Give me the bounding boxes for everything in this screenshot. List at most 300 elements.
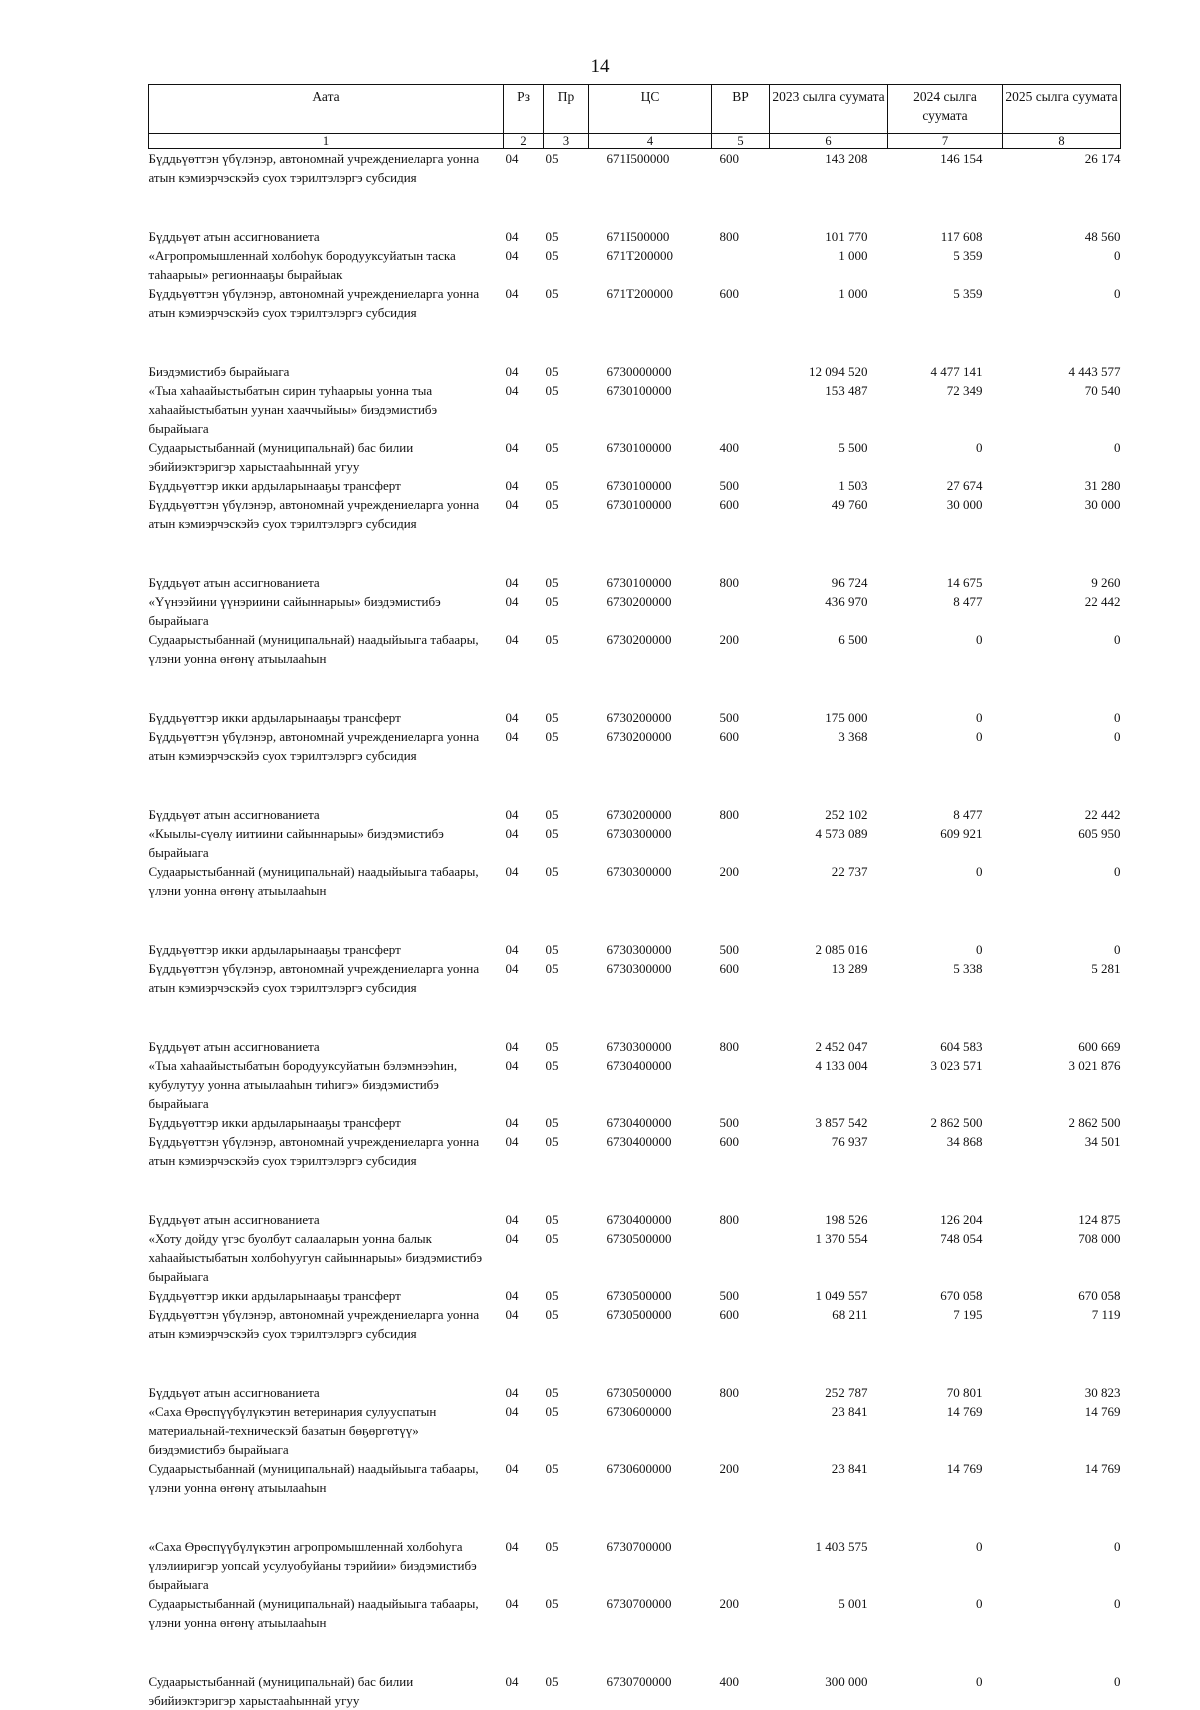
table-cell-pr: 05 [544, 1383, 589, 1402]
table-cell-2025: 0 [1003, 1537, 1121, 1594]
table-cell-cs: 671T200000 [589, 246, 712, 284]
table-cell-cs: 6730600000 [589, 1459, 712, 1497]
table-row [149, 1459, 1121, 1497]
table-cell-vr: 600 [712, 727, 770, 765]
table-cell-cs: 6730000000 [589, 362, 712, 381]
table-cell-rz: 04 [504, 1305, 544, 1343]
col-number: 7 [888, 134, 1003, 149]
row-spacer [149, 1343, 1121, 1383]
table-header [149, 85, 1121, 149]
row-spacer [149, 533, 1121, 573]
table-cell-2025: 30 823 [1003, 1383, 1121, 1402]
table-cell-vr [712, 362, 770, 381]
table-row [149, 1286, 1121, 1305]
budget-table-wrapper [148, 84, 1120, 1710]
table-cell-rz: 04 [504, 708, 544, 727]
table-cell-vr [712, 1402, 770, 1459]
table-cell-rz: 04 [504, 727, 544, 765]
table-cell-2023: 76 937 [770, 1132, 888, 1170]
table-cell-2023: 12 094 520 [770, 362, 888, 381]
table-cell-rz: 04 [504, 630, 544, 668]
col-number: 8 [1003, 134, 1121, 149]
table-cell-2024: 0 [888, 862, 1003, 900]
table-cell-2025: 30 000 [1003, 495, 1121, 533]
table-cell-cs: 6730500000 [589, 1286, 712, 1305]
table-cell-pr: 05 [544, 1305, 589, 1343]
table-cell-rz: 04 [504, 1402, 544, 1459]
table-cell-2025: 0 [1003, 1672, 1121, 1710]
table-row [149, 227, 1121, 246]
table-cell-2025: 4 443 577 [1003, 362, 1121, 381]
table-cell-cs: 6730100000 [589, 495, 712, 533]
table-row [149, 438, 1121, 476]
table-cell-rz: 04 [504, 284, 544, 322]
table-cell-2023: 1 000 [770, 284, 888, 322]
table-cell-2023: 143 208 [770, 149, 888, 188]
table-cell-2025: 605 950 [1003, 824, 1121, 862]
table-cell-2025: 2 862 500 [1003, 1113, 1121, 1132]
table-cell-name: Бүддьүөттэн үбүлэнэр, автономнай учреждениеларга уонна атын кэмиэрчэскэйэ суох тэрилтэлэргэ субсидия [149, 727, 504, 765]
header-rz: Рз [504, 85, 544, 134]
table-cell-2023: 101 770 [770, 227, 888, 246]
table-cell-cs: 6730200000 [589, 727, 712, 765]
table-cell-rz: 04 [504, 1459, 544, 1497]
table-cell-2023: 5 001 [770, 1594, 888, 1632]
table-cell-name: «Саха Өрөспүүбүлүкэтин ветеринария сулууспатын материальнай-техническэй базатын бөҕөргөтүү» биэдэмистибэ бырайыага [149, 1402, 504, 1459]
table-cell-vr: 800 [712, 1383, 770, 1402]
table-cell-cs: 6730600000 [589, 1402, 712, 1459]
table-cell-pr: 05 [544, 495, 589, 533]
table-row [149, 246, 1121, 284]
table-cell-2023: 23 841 [770, 1459, 888, 1497]
table-cell-2025: 7 119 [1003, 1305, 1121, 1343]
table-row [149, 708, 1121, 727]
table-cell-cs: 6730100000 [589, 573, 712, 592]
table-cell-rz: 04 [504, 1229, 544, 1286]
table-cell-2023: 4 573 089 [770, 824, 888, 862]
table-cell-name: Судаарыстыбаннай (муниципальнай) наадыйыыга табаары, үлэни уонна өҥөнү атыылааһын [149, 1459, 504, 1497]
table-cell-vr [712, 1056, 770, 1113]
table-row [149, 573, 1121, 592]
table-cell-2023: 3 368 [770, 727, 888, 765]
table-cell-cs: 6730200000 [589, 592, 712, 630]
table-cell-2025: 600 669 [1003, 1037, 1121, 1056]
table-row [149, 1383, 1121, 1402]
table-cell-cs: 6730400000 [589, 1210, 712, 1229]
table-cell-2024: 3 023 571 [888, 1056, 1003, 1113]
table-cell-2023: 2 452 047 [770, 1037, 888, 1056]
table-cell-pr: 05 [544, 476, 589, 495]
table-row [149, 1132, 1121, 1170]
table-cell-cs: 6730200000 [589, 630, 712, 668]
table-cell-vr: 200 [712, 630, 770, 668]
table-cell-pr: 05 [544, 805, 589, 824]
table-cell-pr: 05 [544, 862, 589, 900]
table-cell-name: Бүддьүөттэн үбүлэнэр, автономнай учреждениеларга уонна атын кэмиэрчэскэйэ суох тэрилтэлэргэ субсидия [149, 1305, 504, 1343]
table-cell-vr: 600 [712, 959, 770, 997]
table-cell-vr [712, 246, 770, 284]
table-cell-cs: 671I500000 [589, 227, 712, 246]
table-cell-cs: 6730200000 [589, 708, 712, 727]
table-cell-2024: 0 [888, 1537, 1003, 1594]
row-spacer [149, 900, 1121, 940]
table-row [149, 1113, 1121, 1132]
table-row [149, 1305, 1121, 1343]
table-cell-2024: 748 054 [888, 1229, 1003, 1286]
table-cell-cs: 6730400000 [589, 1113, 712, 1132]
table-cell-2024: 14 769 [888, 1402, 1003, 1459]
table-cell-cs: 6730700000 [589, 1594, 712, 1632]
table-row [149, 1229, 1121, 1286]
col-number: 3 [544, 134, 589, 149]
table-row [149, 959, 1121, 997]
table-cell-name: «Агропромышленнай холбоһук бородууксуйатын таска таһаарыы» регионнааҕы бырайыак [149, 246, 504, 284]
table-cell-name: «Кыылы-сүөлү иитиини сайыннарыы» биэдэмистибэ бырайыага [149, 824, 504, 862]
table-cell-pr: 05 [544, 1537, 589, 1594]
table-cell-vr: 800 [712, 1037, 770, 1056]
page-number: 14 [580, 56, 620, 78]
table-cell-name: Бүддьүөт атын ассигнованиета [149, 573, 504, 592]
col-number: 5 [712, 134, 770, 149]
table-cell-2023: 436 970 [770, 592, 888, 630]
table-row [149, 476, 1121, 495]
table-cell-name: Бүддьүөт атын ассигнованиета [149, 227, 504, 246]
table-cell-2024: 0 [888, 438, 1003, 476]
table-cell-pr: 05 [544, 1113, 589, 1132]
table-cell-rz: 04 [504, 1113, 544, 1132]
table-cell-pr: 05 [544, 824, 589, 862]
table-cell-pr: 05 [544, 381, 589, 438]
table-cell-rz: 04 [504, 1383, 544, 1402]
table-cell-name: Судаарыстыбаннай (муниципальнай) наадыйыыга табаары, үлэни уонна өҥөнү атыылааһын [149, 630, 504, 668]
row-spacer [149, 1632, 1121, 1672]
table-cell-2023: 198 526 [770, 1210, 888, 1229]
table-cell-2023: 6 500 [770, 630, 888, 668]
table-cell-2025: 0 [1003, 284, 1121, 322]
table-cell-2025: 124 875 [1003, 1210, 1121, 1229]
table-cell-pr: 05 [544, 284, 589, 322]
table-cell-2024: 8 477 [888, 592, 1003, 630]
table-cell-cs: 671I500000 [589, 149, 712, 188]
table-cell-2024: 5 338 [888, 959, 1003, 997]
table-cell-vr [712, 824, 770, 862]
table-cell-pr: 05 [544, 592, 589, 630]
table-cell-pr: 05 [544, 149, 589, 188]
table-cell-cs: 6730400000 [589, 1132, 712, 1170]
table-cell-2024: 5 359 [888, 246, 1003, 284]
table-cell-2024: 670 058 [888, 1286, 1003, 1305]
table-cell-2025: 3 021 876 [1003, 1056, 1121, 1113]
table-cell-pr: 05 [544, 573, 589, 592]
table-row [149, 1672, 1121, 1710]
table-row [149, 1037, 1121, 1056]
table-cell-rz: 04 [504, 1210, 544, 1229]
table-cell-2024: 70 801 [888, 1383, 1003, 1402]
table-cell-vr: 500 [712, 708, 770, 727]
table-cell-name: Судаарыстыбаннай (муниципальнай) наадыйыыга табаары, үлэни уонна өҥөнү атыылааһын [149, 1594, 504, 1632]
table-cell-name: Судаарыстыбаннай (муниципальнай) бас билии эбийиэктэригэр харыстааһыннай угуу [149, 1672, 504, 1710]
table-cell-vr: 600 [712, 149, 770, 188]
table-cell-rz: 04 [504, 959, 544, 997]
table-cell-2025: 22 442 [1003, 592, 1121, 630]
table-row [149, 824, 1121, 862]
table-cell-2024: 0 [888, 708, 1003, 727]
table-cell-rz: 04 [504, 1037, 544, 1056]
table-cell-cs: 6730300000 [589, 940, 712, 959]
table-cell-vr: 200 [712, 862, 770, 900]
table-cell-2023: 49 760 [770, 495, 888, 533]
table-cell-pr: 05 [544, 708, 589, 727]
table-cell-2023: 1 370 554 [770, 1229, 888, 1286]
table-cell-pr: 05 [544, 1229, 589, 1286]
col-number: 4 [589, 134, 712, 149]
table-cell-2024: 146 154 [888, 149, 1003, 188]
table-cell-2025: 48 560 [1003, 227, 1121, 246]
table-cell-pr: 05 [544, 1672, 589, 1710]
header-pr: Пр [544, 85, 589, 134]
table-cell-cs: 6730700000 [589, 1672, 712, 1710]
col-number: 1 [149, 134, 504, 149]
table-cell-rz: 04 [504, 1537, 544, 1594]
table-cell-name: «Тыа хаһаайыстыбатын бородууксуйатын бэлэмнээһин, кубулутуу уонна атыылааһын тиһигэ» биэдэмистибэ бырайыага [149, 1056, 504, 1113]
table-row [149, 862, 1121, 900]
col-number: 6 [770, 134, 888, 149]
table-cell-vr: 400 [712, 1672, 770, 1710]
table-cell-rz: 04 [504, 1056, 544, 1113]
table-cell-pr: 05 [544, 362, 589, 381]
table-cell-rz: 04 [504, 227, 544, 246]
table-cell-name: Судаарыстыбаннай (муниципальнай) бас билии эбийиэктэригэр харыстааһыннай угуу [149, 438, 504, 476]
table-row [149, 630, 1121, 668]
table-row [149, 940, 1121, 959]
table-cell-name: Бүддьүөт атын ассигнованиета [149, 805, 504, 824]
table-cell-vr: 400 [712, 438, 770, 476]
table-cell-2023: 68 211 [770, 1305, 888, 1343]
header-2023: 2023 сылга суумата [770, 85, 888, 134]
table-cell-name: «Хоту дойду үгэс буолбут салааларын уонна балык хаһаайыстыбатын холбоһуугун сайыннарыы» биэдэмистибэ бырайыага [149, 1229, 504, 1286]
table-cell-rz: 04 [504, 862, 544, 900]
table-cell-rz: 04 [504, 1132, 544, 1170]
table-cell-pr: 05 [544, 940, 589, 959]
table-cell-vr: 600 [712, 495, 770, 533]
table-cell-rz: 04 [504, 592, 544, 630]
table-cell-2023: 1 049 557 [770, 1286, 888, 1305]
table-cell-vr: 500 [712, 1113, 770, 1132]
table-cell-2023: 22 737 [770, 862, 888, 900]
table-cell-pr: 05 [544, 1056, 589, 1113]
table-cell-cs: 6730500000 [589, 1305, 712, 1343]
table-cell-2023: 252 102 [770, 805, 888, 824]
table-cell-name: Бүддьүөттэн үбүлэнэр, автономнай учреждениеларга уонна атын кэмиэрчэскэйэ суох тэрилтэлэргэ субсидия [149, 959, 504, 997]
table-cell-vr [712, 381, 770, 438]
table-cell-vr: 800 [712, 573, 770, 592]
table-cell-name: Бүддьүөттэн үбүлэнэр, автономнай учреждениеларга уонна атын кэмиэрчэскэйэ суох тэрилтэлэргэ субсидия [149, 495, 504, 533]
table-cell-2024: 14 769 [888, 1459, 1003, 1497]
table-cell-2023: 153 487 [770, 381, 888, 438]
table-cell-name: Бүддьүөт атын ассигнованиета [149, 1037, 504, 1056]
row-spacer [149, 1170, 1121, 1210]
table-row [149, 592, 1121, 630]
table-row [149, 1402, 1121, 1459]
table-cell-2025: 14 769 [1003, 1459, 1121, 1497]
table-cell-2025: 0 [1003, 727, 1121, 765]
table-cell-2023: 23 841 [770, 1402, 888, 1459]
table-cell-2025: 0 [1003, 862, 1121, 900]
table-cell-rz: 04 [504, 381, 544, 438]
row-spacer [149, 765, 1121, 805]
table-cell-2024: 27 674 [888, 476, 1003, 495]
table-cell-name: «Тыа хаһаайыстыбатын сирин туһаарыы уонна тыа хаһаайыстыбатын уунан хааччыйыы» биэдэмистибэ бырайыага [149, 381, 504, 438]
table-cell-pr: 05 [544, 1286, 589, 1305]
table-cell-pr: 05 [544, 630, 589, 668]
table-cell-2023: 96 724 [770, 573, 888, 592]
table-cell-rz: 04 [504, 940, 544, 959]
table-cell-cs: 6730300000 [589, 1037, 712, 1056]
table-row [149, 362, 1121, 381]
table-cell-name: Судаарыстыбаннай (муниципальнай) наадыйыыга табаары, үлэни уонна өҥөнү атыылааһын [149, 862, 504, 900]
row-spacer [149, 187, 1121, 227]
header-2024: 2024 сылга суумата [888, 85, 1003, 134]
table-cell-vr: 500 [712, 940, 770, 959]
header-2025: 2025 сылга суумата [1003, 85, 1121, 134]
table-cell-2024: 2 862 500 [888, 1113, 1003, 1132]
table-row [149, 1594, 1121, 1632]
table-cell-vr: 200 [712, 1459, 770, 1497]
table-cell-cs: 6730400000 [589, 1056, 712, 1113]
table-cell-rz: 04 [504, 1672, 544, 1710]
table-cell-2024: 126 204 [888, 1210, 1003, 1229]
table-cell-2023: 4 133 004 [770, 1056, 888, 1113]
table-cell-pr: 05 [544, 1037, 589, 1056]
table-cell-2025: 9 260 [1003, 573, 1121, 592]
table-cell-cs: 6730100000 [589, 438, 712, 476]
table-row [149, 1056, 1121, 1113]
table-cell-2025: 22 442 [1003, 805, 1121, 824]
table-cell-rz: 04 [504, 362, 544, 381]
table-cell-rz: 04 [504, 824, 544, 862]
table-cell-name: Бүддьүөт атын ассигнованиета [149, 1383, 504, 1402]
table-cell-2025: 31 280 [1003, 476, 1121, 495]
table-cell-2024: 7 195 [888, 1305, 1003, 1343]
table-cell-2025: 14 769 [1003, 1402, 1121, 1459]
header-name: Аата [149, 85, 504, 134]
table-cell-2024: 0 [888, 1594, 1003, 1632]
table-cell-vr [712, 1537, 770, 1594]
table-cell-2025: 70 540 [1003, 381, 1121, 438]
table-cell-name: Бүддьүөт атын ассигнованиета [149, 1210, 504, 1229]
table-cell-2023: 1 403 575 [770, 1537, 888, 1594]
table-row [149, 805, 1121, 824]
table-cell-2024: 0 [888, 630, 1003, 668]
table-cell-2025: 708 000 [1003, 1229, 1121, 1286]
table-cell-rz: 04 [504, 246, 544, 284]
table-cell-2025: 0 [1003, 438, 1121, 476]
row-spacer [149, 1497, 1121, 1537]
table-cell-2025: 670 058 [1003, 1286, 1121, 1305]
table-cell-vr: 800 [712, 805, 770, 824]
table-cell-pr: 05 [544, 246, 589, 284]
table-cell-2025: 0 [1003, 708, 1121, 727]
table-cell-vr: 800 [712, 227, 770, 246]
table-row [149, 495, 1121, 533]
table-cell-pr: 05 [544, 438, 589, 476]
table-cell-vr: 600 [712, 1305, 770, 1343]
table-row [149, 381, 1121, 438]
col-number: 2 [504, 134, 544, 149]
table-cell-name: «Саха Өрөспүүбүлүкэтин агропромышленнай холбоһуга үлэлииригэр уопсай усулуобуйаны тэрийии» биэдэмистибэ бырайыага [149, 1537, 504, 1594]
table-cell-pr: 05 [544, 227, 589, 246]
table-cell-cs: 6730300000 [589, 824, 712, 862]
table-cell-2024: 14 675 [888, 573, 1003, 592]
table-row [149, 149, 1121, 188]
table-cell-cs: 671T200000 [589, 284, 712, 322]
table-cell-cs: 6730100000 [589, 381, 712, 438]
table-cell-cs: 6730500000 [589, 1229, 712, 1286]
table-cell-2025: 0 [1003, 246, 1121, 284]
table-cell-pr: 05 [544, 727, 589, 765]
table-cell-rz: 04 [504, 476, 544, 495]
table-cell-2023: 1 503 [770, 476, 888, 495]
table-cell-2023: 175 000 [770, 708, 888, 727]
table-cell-2024: 0 [888, 1672, 1003, 1710]
table-cell-2025: 5 281 [1003, 959, 1121, 997]
table-cell-2025: 0 [1003, 940, 1121, 959]
table-cell-rz: 04 [504, 1286, 544, 1305]
table-cell-pr: 05 [544, 1210, 589, 1229]
table-cell-pr: 05 [544, 1402, 589, 1459]
table-cell-rz: 04 [504, 149, 544, 188]
table-cell-name: Бүддьүөттэр икки ардыларынааҕы трансферт [149, 1286, 504, 1305]
budget-table [148, 84, 1121, 1710]
table-row [149, 727, 1121, 765]
table-cell-2024: 609 921 [888, 824, 1003, 862]
table-cell-2024: 117 608 [888, 227, 1003, 246]
table-cell-2023: 300 000 [770, 1672, 888, 1710]
table-cell-cs: 6730300000 [589, 959, 712, 997]
header-vr: ВР [712, 85, 770, 134]
table-cell-2023: 1 000 [770, 246, 888, 284]
table-cell-name: Бүддьүөттэр икки ардыларынааҕы трансферт [149, 708, 504, 727]
table-cell-rz: 04 [504, 495, 544, 533]
table-cell-2024: 0 [888, 727, 1003, 765]
table-cell-name: Бүддьүөттэр икки ардыларынааҕы трансферт [149, 476, 504, 495]
table-cell-pr: 05 [544, 1594, 589, 1632]
table-cell-2025: 0 [1003, 630, 1121, 668]
table-cell-name: Бүддьүөттэн үбүлэнэр, автономнай учреждениеларга уонна атын кэмиэрчэскэйэ суох тэрилтэлэргэ субсидия [149, 1132, 504, 1170]
table-cell-cs: 6730100000 [589, 476, 712, 495]
table-cell-vr: 500 [712, 1286, 770, 1305]
table-row [149, 1537, 1121, 1594]
table-cell-vr: 200 [712, 1594, 770, 1632]
table-cell-cs: 6730500000 [589, 1383, 712, 1402]
table-cell-cs: 6730300000 [589, 862, 712, 900]
table-cell-2023: 252 787 [770, 1383, 888, 1402]
table-cell-2024: 34 868 [888, 1132, 1003, 1170]
table-cell-name: Бүддьүөттэр икки ардыларынааҕы трансферт [149, 940, 504, 959]
table-body [149, 149, 1121, 1710]
table-cell-name: «Үүнээйини үүнэриини сайыннарыы» биэдэмистибэ бырайыага [149, 592, 504, 630]
table-cell-2023: 3 857 542 [770, 1113, 888, 1132]
table-cell-rz: 04 [504, 805, 544, 824]
table-cell-2024: 4 477 141 [888, 362, 1003, 381]
table-cell-2024: 30 000 [888, 495, 1003, 533]
table-cell-2023: 2 085 016 [770, 940, 888, 959]
table-cell-pr: 05 [544, 1459, 589, 1497]
table-cell-2025: 34 501 [1003, 1132, 1121, 1170]
table-cell-2024: 72 349 [888, 381, 1003, 438]
table-cell-rz: 04 [504, 573, 544, 592]
table-cell-vr: 500 [712, 476, 770, 495]
